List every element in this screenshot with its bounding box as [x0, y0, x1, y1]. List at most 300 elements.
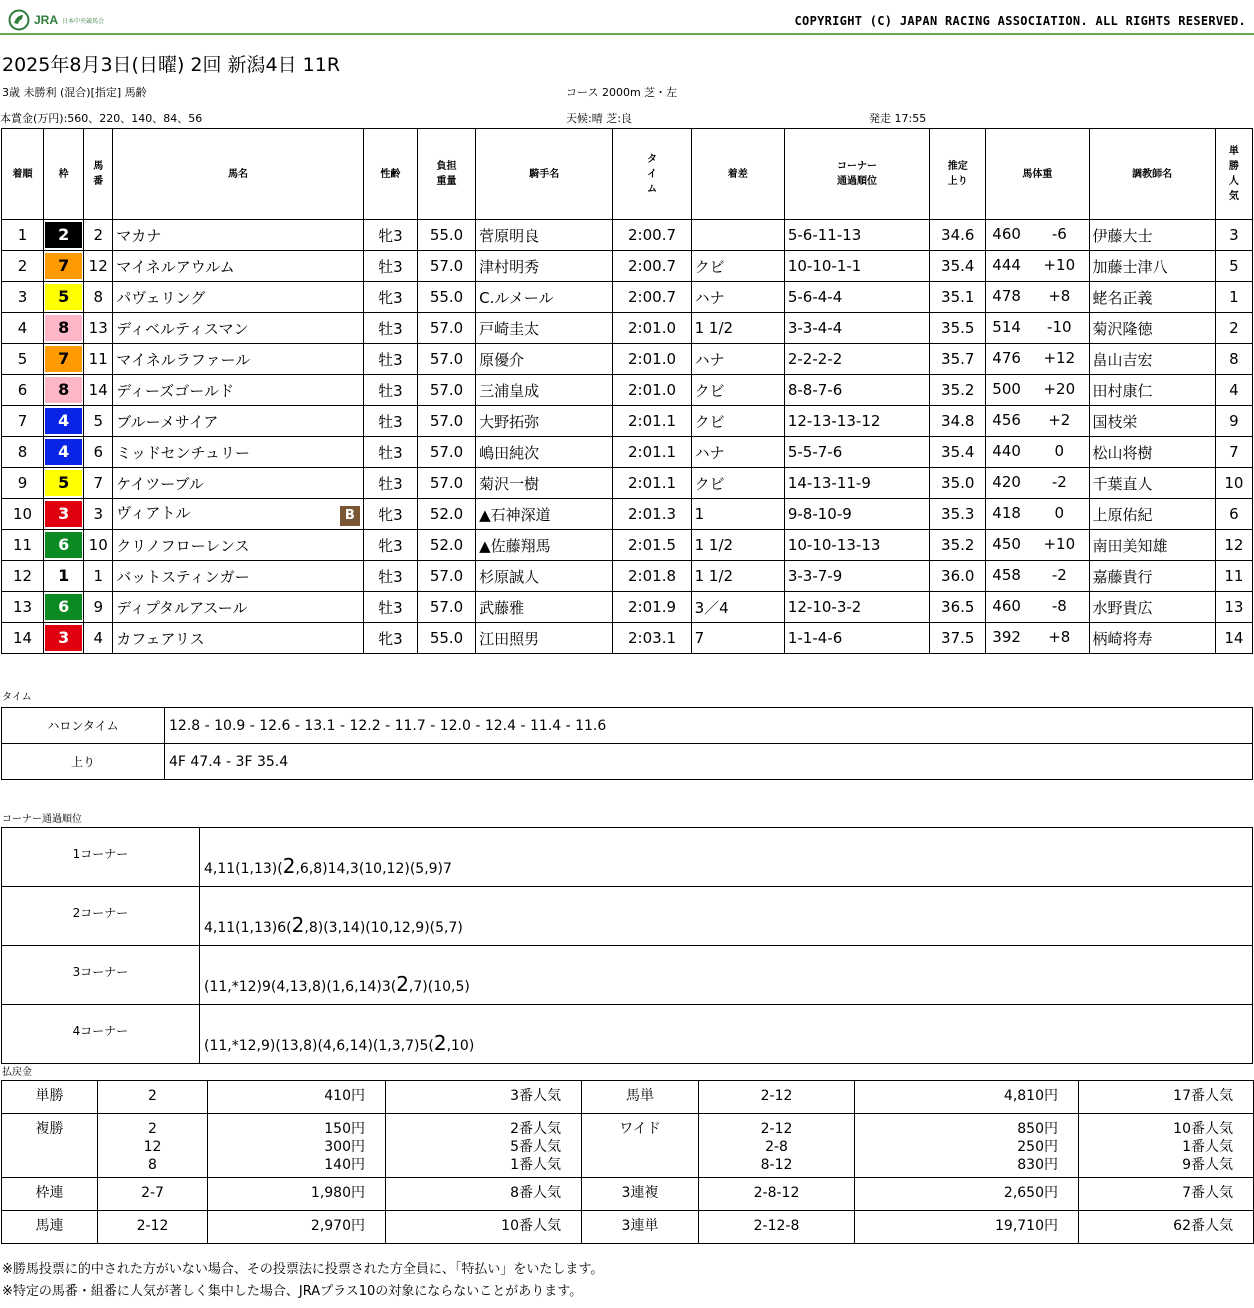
- sanrentan-pop: 62番人気: [1079, 1211, 1254, 1244]
- col-sexage: 性齢: [363, 129, 417, 220]
- corner-cell: 14-13-11-9: [784, 468, 929, 499]
- body-weight: 478: [992, 287, 1021, 305]
- col-weight: 負担 重量: [417, 129, 475, 220]
- body-weight-diff: +10: [1043, 535, 1076, 553]
- umatan-pop: 17番人気: [1079, 1081, 1254, 1114]
- pop-cell: 5: [1215, 251, 1252, 282]
- umaban-cell: 13: [84, 313, 113, 344]
- result-row: [2, 592, 1253, 623]
- result-row: [2, 282, 1253, 313]
- result-row: [2, 313, 1253, 344]
- last3f-cell: 37.5: [930, 623, 986, 654]
- result-row: [2, 499, 1253, 530]
- wide-num: 2-12 2-8 8-12: [699, 1114, 855, 1178]
- corner-order-text: ,8)(3,14)(10,12,9)(5,7): [304, 920, 463, 936]
- waku-cell: [44, 344, 84, 375]
- umaren-label: 馬連: [2, 1211, 98, 1244]
- jockey-cell: 原優介: [476, 344, 613, 375]
- sanrenpuku-pop: 7番人気: [1079, 1178, 1254, 1211]
- weight-cell: 57.0: [417, 375, 475, 406]
- prize-money: 本賞金(万円):560、220、140、84、56: [0, 112, 203, 125]
- margin-cell: クビ: [691, 406, 784, 437]
- corner-order: [200, 946, 1253, 1005]
- result-row: [2, 344, 1253, 375]
- trainer-cell: 国枝栄: [1089, 406, 1215, 437]
- body-weight: 500: [992, 380, 1021, 398]
- place-cell: 3: [2, 282, 44, 313]
- halon-times: 12.8 - 10.9 - 12.6 - 13.1 - 12.2 - 11.7 - 12.0 - 12.4 - 11.4 - 11.6: [165, 708, 1253, 744]
- umaban-cell: 10: [84, 530, 113, 561]
- sexage-cell: 牝3: [363, 282, 417, 313]
- body-weight-diff: +8: [1048, 628, 1071, 646]
- time-cell: 2:01.3: [613, 499, 691, 530]
- horse-name[interactable]: ヴィアトル: [116, 504, 191, 522]
- jockey-cell: C.ルメール: [476, 282, 613, 313]
- fukusho-pop: 2番人気 5番人気 1番人気: [386, 1114, 582, 1178]
- margin-cell: 1 1/2: [691, 561, 784, 592]
- waku-badge: 2: [45, 222, 82, 248]
- horse-name-cell: [113, 499, 364, 530]
- place-cell: 11: [2, 530, 44, 561]
- waku-cell: [44, 592, 84, 623]
- time-cell: 2:01.9: [613, 592, 691, 623]
- agari-row: [2, 744, 1253, 780]
- last3f-cell: 35.1: [930, 282, 986, 313]
- last3f-cell: 35.4: [930, 251, 986, 282]
- trainer-cell: 田村康仁: [1089, 375, 1215, 406]
- winner-highlight: 2: [291, 913, 305, 937]
- place-cell: 12: [2, 561, 44, 592]
- waku-badge: 8: [45, 315, 82, 341]
- agari-times: 4F 47.4 - 3F 35.4: [165, 744, 1253, 780]
- body-weight-cell: [986, 344, 1089, 375]
- waku-cell: [44, 437, 84, 468]
- note-tokubarai: ※勝馬投票に的中された方がいない場合、その投票法に投票された方全員に、「特払い」をいたします。: [2, 1262, 604, 1277]
- course-info: コース 2000m 芝・左: [566, 86, 678, 99]
- copyright: COPYRIGHT (C) JAPAN RACING ASSOCIATION. ALL RIGHTS RESERVED.: [794, 14, 1246, 28]
- horse-name-cell: [113, 344, 364, 375]
- agari-label: 上り: [2, 744, 165, 780]
- weather-info: 天候:晴 芝:良: [566, 112, 632, 125]
- sanrentan-label: 3連単: [582, 1211, 699, 1244]
- result-row: [2, 251, 1253, 282]
- results-table: [1, 128, 1253, 654]
- margin-cell: 1 1/2: [691, 313, 784, 344]
- time-cell: 2:01.0: [613, 344, 691, 375]
- body-weight-cell: [986, 530, 1089, 561]
- fukusho-num: 2 12 8: [98, 1114, 208, 1178]
- waku-cell: [44, 313, 84, 344]
- col-trainer: 調教師名: [1089, 129, 1215, 220]
- umaban-cell: 12: [84, 251, 113, 282]
- payout-row: [2, 1114, 1254, 1178]
- sexage-cell: 牡3: [363, 592, 417, 623]
- umaban-cell: 2: [84, 220, 113, 251]
- umaban-cell: 1: [84, 561, 113, 592]
- sexage-cell: 牝3: [363, 530, 417, 561]
- horse-name-cell: [113, 623, 364, 654]
- place-cell: 9: [2, 468, 44, 499]
- corner-order: [200, 828, 1253, 887]
- wakuren-pop: 8番人気: [386, 1178, 582, 1211]
- body-weight-diff: 0: [1054, 504, 1065, 522]
- horse-name[interactable]: ミッドセンチュリー: [116, 443, 251, 462]
- place-cell: 5: [2, 344, 44, 375]
- corner-row: [2, 946, 1253, 1005]
- col-umaban: 馬 番: [84, 129, 113, 220]
- horse-name[interactable]: カフェアリス: [116, 629, 205, 648]
- weight-cell: 57.0: [417, 468, 475, 499]
- body-weight-diff: +8: [1048, 287, 1071, 305]
- race-class: 3歳 未勝利 (混合)[指定] 馬齢: [2, 86, 147, 99]
- col-name: 馬名: [113, 129, 364, 220]
- last3f-cell: 35.2: [930, 375, 986, 406]
- body-weight: 392: [992, 628, 1021, 646]
- weight-cell: 57.0: [417, 592, 475, 623]
- body-weight: 458: [992, 566, 1021, 584]
- horse-name[interactable]: ディプタルアスール: [116, 598, 248, 617]
- body-weight-cell: [986, 375, 1089, 406]
- corner-cell: 5-6-11-13: [784, 220, 929, 251]
- time-cell: 2:01.5: [613, 530, 691, 561]
- weight-cell: 57.0: [417, 437, 475, 468]
- horse-name-cell: [113, 406, 364, 437]
- pop-cell: 7: [1215, 437, 1252, 468]
- last3f-cell: 35.0: [930, 468, 986, 499]
- corner-order-text: 4,11(1,13)(: [204, 861, 283, 877]
- place-cell: 14: [2, 623, 44, 654]
- weight-cell: 55.0: [417, 282, 475, 313]
- corner-order-text: ,10): [446, 1038, 475, 1054]
- corner-cell: 3-3-7-9: [784, 561, 929, 592]
- pop-cell: 4: [1215, 375, 1252, 406]
- body-weight-cell: [986, 313, 1089, 344]
- result-row: [2, 375, 1253, 406]
- waku-badge: 6: [45, 532, 82, 558]
- jra-horse-icon: [8, 9, 30, 31]
- last3f-cell: 36.5: [930, 592, 986, 623]
- waku-cell: [44, 406, 84, 437]
- pop-cell: 11: [1215, 561, 1252, 592]
- body-weight: 460: [992, 225, 1021, 243]
- col-waku: 枠: [44, 129, 84, 220]
- corner-label: 1コーナー: [2, 828, 200, 887]
- place-cell: 10: [2, 499, 44, 530]
- waku-cell: [44, 561, 84, 592]
- time-cell: 2:01.0: [613, 313, 691, 344]
- horse-name-cell: [113, 251, 364, 282]
- umaban-cell: 4: [84, 623, 113, 654]
- margin-cell: 1 1/2: [691, 530, 784, 561]
- horse-name[interactable]: パヴェリング: [116, 288, 206, 307]
- trainer-cell: 伊藤大士: [1089, 220, 1215, 251]
- waku-badge: 3: [45, 625, 82, 651]
- corner-label: 2コーナー: [2, 887, 200, 946]
- last3f-cell: 36.0: [930, 561, 986, 592]
- weight-cell: 57.0: [417, 251, 475, 282]
- time-cell: 2:03.1: [613, 623, 691, 654]
- sexage-cell: 牝3: [363, 499, 417, 530]
- sexage-cell: 牡3: [363, 313, 417, 344]
- sexage-cell: 牡3: [363, 375, 417, 406]
- trainer-cell: 嘉藤貴行: [1089, 561, 1215, 592]
- corner-row: [2, 1005, 1253, 1064]
- weight-cell: 55.0: [417, 623, 475, 654]
- margin-cell: ハナ: [691, 437, 784, 468]
- waku-badge: 7: [45, 253, 82, 279]
- corner-cell: 8-8-7-6: [784, 375, 929, 406]
- body-weight-cell: [986, 406, 1089, 437]
- waku-badge: 4: [45, 439, 82, 465]
- horse-name[interactable]: クリノフローレンス: [116, 536, 250, 555]
- corner-order: [200, 1005, 1253, 1064]
- col-corner: コーナー 通過順位: [784, 129, 929, 220]
- jockey-cell: ▲佐藤翔馬: [476, 530, 613, 561]
- pop-cell: 6: [1215, 499, 1252, 530]
- jockey-cell: 杉原誠人: [476, 561, 613, 592]
- times-section-label: タイム: [2, 692, 32, 703]
- weight-cell: 52.0: [417, 530, 475, 561]
- waku-badge: 5: [45, 284, 82, 310]
- body-weight-diff: -2: [1051, 566, 1067, 584]
- corner-order-text: ,7)(10,5): [408, 979, 470, 995]
- time-cell: 2:01.1: [613, 406, 691, 437]
- result-row: [2, 530, 1253, 561]
- trainer-cell: 蛯名正義: [1089, 282, 1215, 313]
- sexage-cell: 牡3: [363, 406, 417, 437]
- body-weight-cell: [986, 623, 1089, 654]
- sexage-cell: 牡3: [363, 561, 417, 592]
- margin-cell: 1: [691, 499, 784, 530]
- trainer-cell: 千葉直人: [1089, 468, 1215, 499]
- wakuren-label: 枠連: [2, 1178, 98, 1211]
- result-row: [2, 468, 1253, 499]
- body-weight-cell: [986, 251, 1089, 282]
- body-weight: 440: [992, 442, 1021, 460]
- umaban-cell: 6: [84, 437, 113, 468]
- place-cell: 1: [2, 220, 44, 251]
- horse-name[interactable]: ディベルティスマン: [116, 319, 249, 338]
- umaren-yen: 2,970円: [208, 1211, 386, 1244]
- winner-highlight: 2: [396, 972, 409, 996]
- waku-cell: [44, 468, 84, 499]
- note-jra-plus10: ※特定の馬番・組番に人気が著しく集中した場合、JRAプラス10の対象にならないことがあります。: [2, 1284, 583, 1299]
- place-cell: 2: [2, 251, 44, 282]
- body-weight-cell: [986, 437, 1089, 468]
- corner-label: 4コーナー: [2, 1005, 200, 1064]
- race-title: 2025年8月3日(日曜) 2回 新潟4日 11R: [2, 54, 341, 76]
- waku-cell: [44, 499, 84, 530]
- body-weight-diff: +20: [1043, 380, 1076, 398]
- corner-cell: 2-2-2-2: [784, 344, 929, 375]
- result-row: [2, 561, 1253, 592]
- jockey-cell: 大野拓弥: [476, 406, 613, 437]
- body-weight: 456: [992, 411, 1021, 429]
- sanrentan-yen: 19,710円: [855, 1211, 1079, 1244]
- horse-name-cell: [113, 437, 364, 468]
- horse-name-cell: [113, 220, 364, 251]
- sanrentan-num: 2-12-8: [699, 1211, 855, 1244]
- waku-badge: 3: [45, 501, 82, 527]
- horse-name-cell: [113, 375, 364, 406]
- body-weight: 420: [992, 473, 1021, 491]
- corner-cell: 10-10-1-1: [784, 251, 929, 282]
- body-weight-diff: +12: [1043, 349, 1076, 367]
- result-row: [2, 220, 1253, 251]
- body-weight-diff: 0: [1054, 442, 1065, 460]
- body-weight-cell: [986, 468, 1089, 499]
- umatan-label: 馬単: [582, 1081, 699, 1114]
- waku-cell: [44, 282, 84, 313]
- trainer-cell: 松山将樹: [1089, 437, 1215, 468]
- place-cell: 8: [2, 437, 44, 468]
- jockey-cell: 武藤雅: [476, 592, 613, 623]
- time-cell: 2:01.0: [613, 375, 691, 406]
- horse-name-cell: [113, 313, 364, 344]
- wide-pop: 10番人気 1番人気 9番人気: [1079, 1114, 1254, 1178]
- jockey-cell: 戸崎圭太: [476, 313, 613, 344]
- body-weight-diff: +10: [1043, 256, 1076, 274]
- body-weight: 460: [992, 597, 1021, 615]
- winner-highlight: 2: [282, 854, 296, 878]
- body-weight-diff: -2: [1051, 473, 1067, 491]
- place-cell: 4: [2, 313, 44, 344]
- corner-cell: 3-3-4-4: [784, 313, 929, 344]
- jra-logo: [8, 8, 104, 32]
- col-last3f: 推定 上り: [930, 129, 986, 220]
- last3f-cell: 35.2: [930, 530, 986, 561]
- time-cell: 2:00.7: [613, 220, 691, 251]
- waku-cell: [44, 530, 84, 561]
- time-cell: 2:01.1: [613, 437, 691, 468]
- payout-row: [2, 1178, 1254, 1211]
- corner-order-text: (11,*12,9)(13,8)(4,6,14)(1,3,7)5(: [204, 1038, 434, 1054]
- horse-name-cell: [113, 561, 364, 592]
- last3f-cell: 35.5: [930, 313, 986, 344]
- jockey-cell: 江田照男: [476, 623, 613, 654]
- corner-cell: 12-13-13-12: [784, 406, 929, 437]
- result-row: [2, 437, 1253, 468]
- sexage-cell: 牡3: [363, 468, 417, 499]
- blinker-icon: B: [340, 506, 360, 526]
- results-header-row: [2, 129, 1253, 220]
- horse-name-cell: [113, 530, 364, 561]
- horse-name[interactable]: バットスティンガー: [116, 567, 250, 586]
- umatan-num: 2-12: [699, 1081, 855, 1114]
- margin-cell: クビ: [691, 468, 784, 499]
- col-body-weight: 馬体重: [986, 129, 1089, 220]
- body-weight-cell: [986, 592, 1089, 623]
- corner-order-text: 4,11(1,13)6(: [204, 920, 292, 936]
- col-time: タ イ ム: [613, 129, 691, 220]
- waku-cell: [44, 375, 84, 406]
- horse-name[interactable]: マイネルアウルム: [116, 257, 235, 276]
- body-weight-diff: +2: [1048, 411, 1071, 429]
- body-weight-cell: [986, 561, 1089, 592]
- col-place: 着順: [2, 129, 44, 220]
- margin-cell: クビ: [691, 375, 784, 406]
- pop-cell: 2: [1215, 313, 1252, 344]
- sexage-cell: 牡3: [363, 437, 417, 468]
- umaban-cell: 9: [84, 592, 113, 623]
- corner-row: [2, 828, 1253, 887]
- margin-cell: ハナ: [691, 344, 784, 375]
- last3f-cell: 34.8: [930, 406, 986, 437]
- place-cell: 7: [2, 406, 44, 437]
- body-weight-cell: [986, 220, 1089, 251]
- corner-row: [2, 887, 1253, 946]
- waku-badge: 7: [45, 346, 82, 372]
- weight-cell: 57.0: [417, 313, 475, 344]
- umaren-num: 2-12: [98, 1211, 208, 1244]
- tansho-yen: 410円: [208, 1081, 386, 1114]
- winner-highlight: 2: [433, 1031, 447, 1055]
- body-weight-diff: -6: [1051, 225, 1067, 243]
- body-weight: 450: [992, 535, 1021, 553]
- sanrenpuku-num: 2-8-12: [699, 1178, 855, 1211]
- trainer-cell: 畠山吉宏: [1089, 344, 1215, 375]
- horse-name[interactable]: ブルーメサイア: [116, 412, 219, 431]
- place-cell: 6: [2, 375, 44, 406]
- weight-cell: 55.0: [417, 220, 475, 251]
- fukusho-label: 複勝: [2, 1114, 98, 1178]
- umaban-cell: 11: [84, 344, 113, 375]
- pop-cell: 12: [1215, 530, 1252, 561]
- corner-order: [200, 887, 1253, 946]
- time-cell: 2:00.7: [613, 282, 691, 313]
- weight-cell: 57.0: [417, 344, 475, 375]
- last3f-cell: 35.3: [930, 499, 986, 530]
- horse-name[interactable]: マカナ: [116, 226, 162, 245]
- logo-subtext: 日本中央競馬会: [62, 17, 105, 25]
- weight-cell: 57.0: [417, 406, 475, 437]
- header-divider: [0, 33, 1254, 35]
- corner-cell: 12-10-3-2: [784, 592, 929, 623]
- fukusho-yen: 150円 300円 140円: [208, 1114, 386, 1178]
- trainer-cell: 柄崎将寿: [1089, 623, 1215, 654]
- body-weight-diff: -10: [1047, 318, 1072, 336]
- post-time: 発走 17:55: [869, 112, 927, 125]
- wakuren-yen: 1,980円: [208, 1178, 386, 1211]
- last3f-cell: 34.6: [930, 220, 986, 251]
- horse-name[interactable]: ディーズゴールド: [116, 381, 235, 400]
- tansho-num: 2: [98, 1081, 208, 1114]
- corners-table: [1, 827, 1253, 1064]
- time-cell: 2:00.7: [613, 251, 691, 282]
- body-weight: 514: [992, 318, 1021, 336]
- waku-cell: [44, 220, 84, 251]
- sexage-cell: 牝3: [363, 623, 417, 654]
- umaban-cell: 8: [84, 282, 113, 313]
- weight-cell: 52.0: [417, 499, 475, 530]
- umaban-cell: 14: [84, 375, 113, 406]
- umaban-cell: 3: [84, 499, 113, 530]
- waku-badge: 8: [45, 377, 82, 403]
- body-weight: 476: [992, 349, 1021, 367]
- time-cell: 2:01.8: [613, 561, 691, 592]
- corner-cell: 5-6-4-4: [784, 282, 929, 313]
- horse-name[interactable]: ケイツーブル: [116, 474, 204, 493]
- wide-label: ワイド: [582, 1114, 699, 1178]
- body-weight: 418: [992, 504, 1021, 522]
- horse-name[interactable]: マイネルラファール: [116, 350, 251, 369]
- tansho-label: 単勝: [2, 1081, 98, 1114]
- corner-cell: 1-1-4-6: [784, 623, 929, 654]
- pop-cell: 10: [1215, 468, 1252, 499]
- sanrenpuku-yen: 2,650円: [855, 1178, 1079, 1211]
- horse-name-cell: [113, 282, 364, 313]
- col-jockey: 騎手名: [476, 129, 613, 220]
